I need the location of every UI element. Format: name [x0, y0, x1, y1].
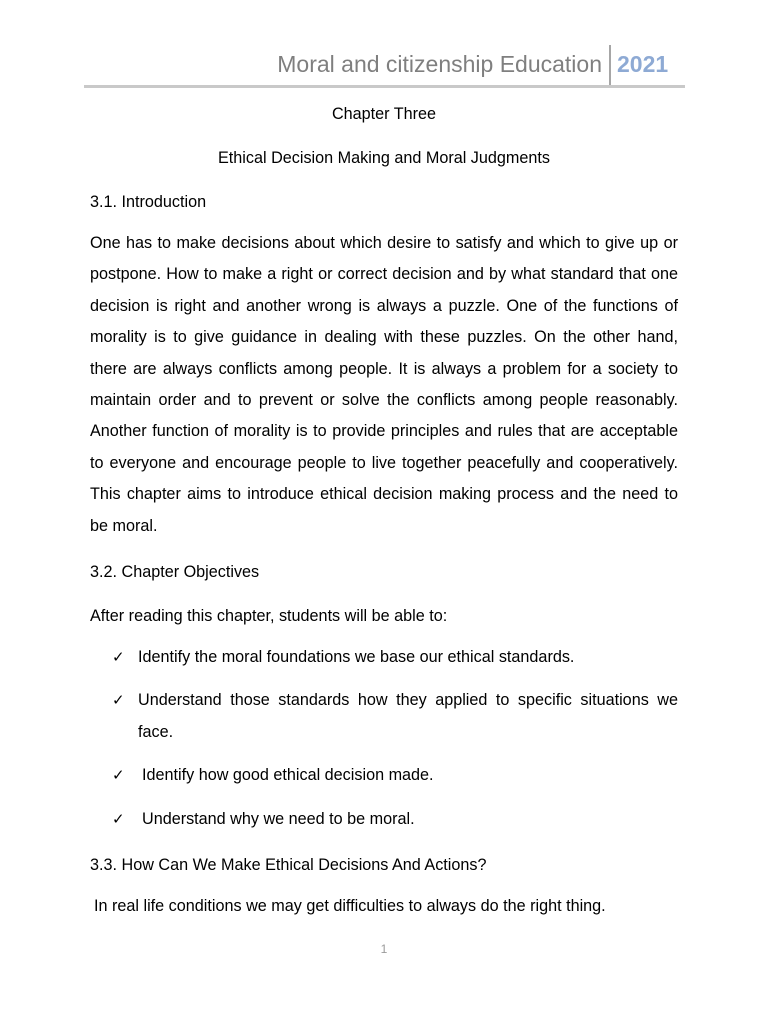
objective-text: Understand why we need to be moral. [142, 809, 415, 828]
ethical-decisions-heading: 3.3. How Can We Make Ethical Decisions And Actions? [90, 856, 487, 875]
check-icon: ✓ [112, 766, 125, 785]
header-title: Moral and citizenship Education [277, 51, 602, 77]
objectives-heading: 3.2. Chapter Objectives [90, 563, 260, 582]
header-year: 2021 [617, 51, 669, 77]
page-number: 1 [380, 942, 388, 956]
objective-text: Understand those standards how they applied to specific situations we face. [138, 691, 678, 741]
introduction-heading: 3.1. Introduction [90, 193, 207, 211]
list-item [112, 760, 678, 791]
document-body [90, 96, 678, 935]
check-icon: ✓ [112, 691, 125, 710]
check-icon: ✓ [112, 809, 125, 828]
chapter-title: Ethical Decision Making and Moral Judgments [217, 149, 550, 167]
check-icon: ✓ [112, 648, 125, 667]
header-divider [609, 45, 611, 85]
introduction-paragraph: One has to make decisions about which desire to satisfy and which to give up or postpone. How to make a right or correct decision and by what standard that one decision is right and another wrong is always a puzzle. One of the functions of morality is to give guidance in dealing with these puzzles. On the other hand, there are always conflicts among people. It is always a problem for a society to maintain order and to prevent or solve the conflicts among people reasonably. Another function of morality is to provide principles and rules that are acceptable to everyone and encourage people to live together peacefully and cooperatively. This chapter aims to introduce ethical decision making process and the need to be moral. [90, 234, 678, 535]
objectives-list [90, 642, 678, 835]
list-item [112, 642, 678, 673]
list-item [112, 804, 678, 835]
chapter-number-title: Chapter Three [331, 105, 437, 123]
objectives-intro: After reading this chapter, students will be able to: [90, 607, 448, 626]
page-header [84, 45, 685, 88]
objective-text: Identify how good ethical decision made. [142, 766, 434, 785]
list-item [112, 685, 678, 748]
objective-text: Identify the moral foundations we base our ethical standards. [138, 648, 575, 667]
ethical-decisions-paragraph: In real life conditions we may get difficulties to always do the right thing. [94, 897, 606, 916]
